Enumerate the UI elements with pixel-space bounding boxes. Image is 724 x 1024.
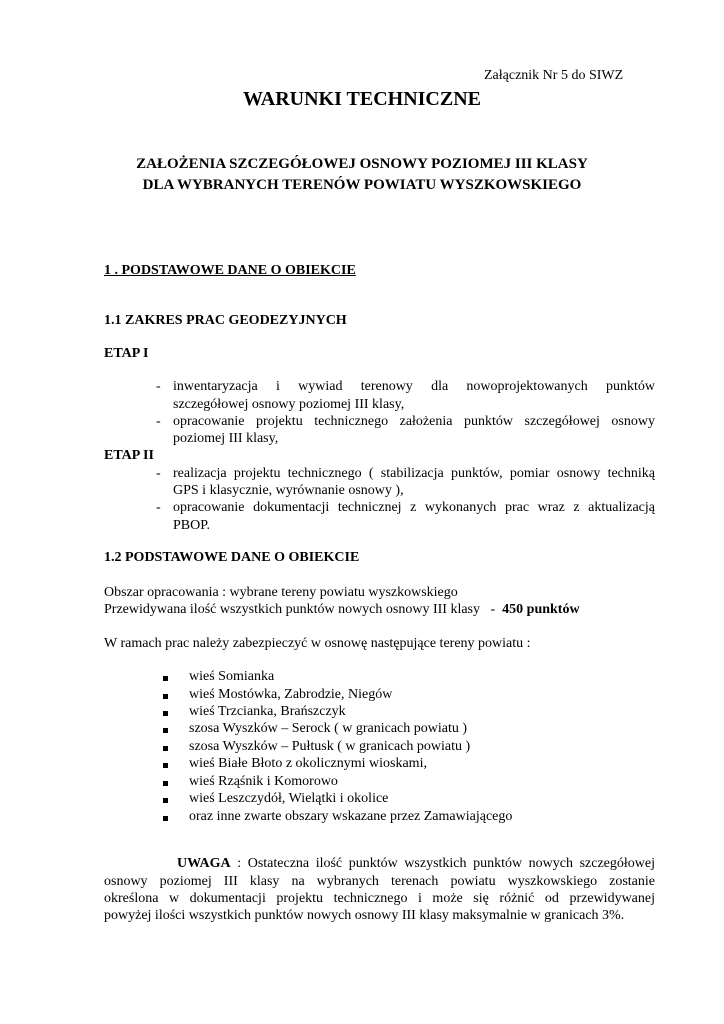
bullet-icon (163, 763, 168, 768)
points-value: 450 punktów (502, 602, 580, 617)
note-line-2: osnowy poziomej III klasy na wybranych terenach powiatu wyszkowskiego zostanie (104, 874, 655, 889)
dash-marker: - (156, 379, 161, 394)
points-line (104, 602, 580, 618)
subtitle-line-2: DLA WYBRANYCH TERENÓW POWIATU WYSZKOWSKIEGO (142, 177, 582, 193)
section-1-heading: 1 . PODSTAWOWE DANE O OBIEKCIE (104, 263, 356, 278)
etap-1-item-1-line-1: inwentaryzacja i wywiad terenowy dla nowoprojektowanych punktów (173, 379, 655, 394)
list-item: szosa Wyszków – Serock ( w granicach powiatu ) (189, 721, 468, 736)
bullet-icon (163, 694, 168, 699)
points-label: Przewidywana ilość wszystkich punktów nowych osnowy III klasy - (104, 602, 503, 617)
list-item: wieś Białe Błoto z okolicznymi wioskami, (189, 756, 427, 771)
dash-marker: - (156, 466, 161, 481)
list-item: wieś Rząśnik i Komorowo (189, 774, 338, 789)
list-item: wieś Mostówka, Zabrodzie, Niegów (189, 687, 393, 702)
annex-label: Załącznik Nr 5 do SIWZ (484, 68, 624, 83)
note-text-1: : Ostateczna ilość punktów wszystkich punktów nowych szczegółowej (230, 856, 655, 871)
etap-1-item-2-line-2: poziomej III klasy, (173, 431, 279, 446)
etap-2-label: ETAP II (104, 448, 154, 463)
area-line: Obszar opracowania : wybrane tereny powiatu wyszkowskiego (104, 585, 458, 600)
subtitle-line-1: ZAŁOŻENIA SZCZEGÓŁOWEJ OSNOWY POZIOMEJ III KLASY (136, 156, 588, 172)
section-1-2-heading: 1.2 PODSTAWOWE DANE O OBIEKCIE (104, 550, 360, 565)
intro-line: W ramach prac należy zabezpieczyć w osnowę następujące tereny powiatu : (104, 636, 531, 651)
bullet-icon (163, 798, 168, 803)
list-item: wieś Somianka (189, 669, 275, 684)
note-line-1 (177, 856, 655, 872)
bullet-icon (163, 781, 168, 786)
dash-marker: - (156, 500, 161, 515)
bullet-icon (163, 676, 168, 681)
list-item: szosa Wyszków – Pułtusk ( w granicach powiatu ) (189, 739, 471, 754)
bullet-icon (163, 816, 168, 821)
etap-1-item-2-line-1: opracowanie projektu technicznego założenia punktów szczegółowej osnowy (173, 414, 655, 429)
list-item: wieś Trzcianka, Brańszczyk (189, 704, 346, 719)
note-line-4: powyżej ilości wszystkich punktów nowych osnowy III klasy maksymalnie w granicach 3%. (104, 908, 625, 923)
list-item: wieś Leszczydół, Wielątki i okolice (189, 791, 389, 806)
bullet-icon (163, 728, 168, 733)
etap-2-item-2-line-2: PBOP. (173, 518, 210, 533)
dash-marker: - (156, 414, 161, 429)
etap-2-item-1-line-1: realizacja projektu technicznego ( stabilizacja punktów, pomiar osnowy techniką (173, 466, 655, 481)
list-item: oraz inne zwarte obszary wskazane przez Zamawiającego (189, 809, 513, 824)
note-label: UWAGA (177, 856, 231, 871)
bullet-icon (163, 711, 168, 716)
etap-1-item-1-line-2: szczegółowej osnowy poziomej III klasy, (173, 397, 405, 412)
section-1-1-heading: 1.1 ZAKRES PRAC GEODEZYJNYCH (104, 313, 347, 328)
note-line-3: określona w dokumentacji projektu technicznego i może się różnić od przewidywanej (104, 891, 655, 906)
etap-2-item-1-line-2: GPS i klasycznie, wyrównanie osnowy ), (173, 483, 404, 498)
etap-2-item-2-line-1: opracowanie dokumentacji technicznej z wykonanych prac wraz z aktualizacją (173, 500, 655, 515)
bullet-icon (163, 746, 168, 751)
page-title: WARUNKI TECHNICZNE (242, 88, 481, 110)
etap-1-label: ETAP I (104, 346, 149, 361)
